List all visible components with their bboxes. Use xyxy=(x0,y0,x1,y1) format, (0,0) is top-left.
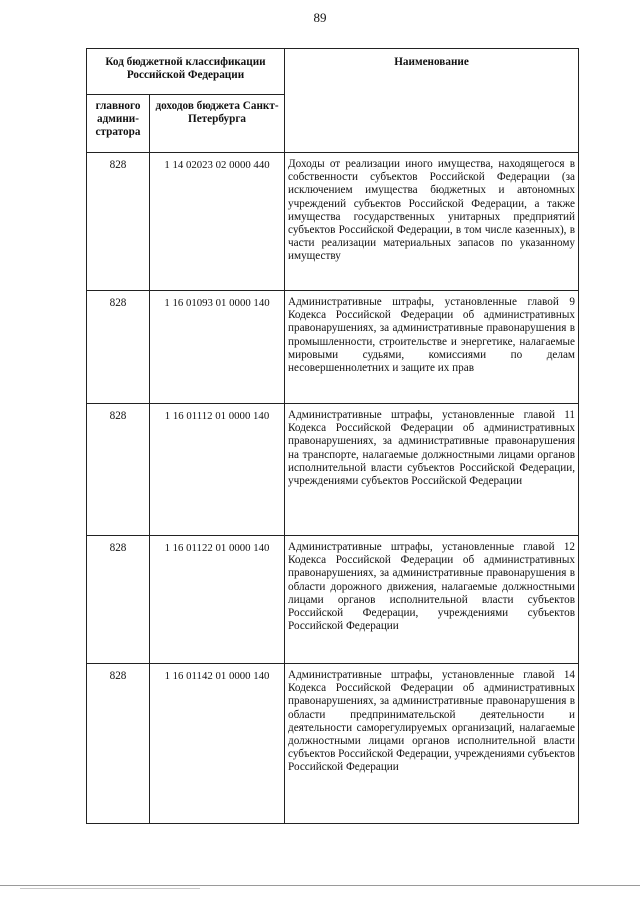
cell-admin-code: 828 xyxy=(87,664,150,824)
cell-revenue-code: 1 16 01122 01 0000 140 xyxy=(150,536,285,664)
cell-revenue-name: Административные штрафы, установленные главой 14 Кодекса Российской Федерации об административных правонарушениях, за административные правонарушения в области предпринимательской деятельности и деятельности саморегулируемых организаций, налагаемые должностными лицами органов исполнительной власти субъектов Российской Федерации, учреждениями субъектов Российской Федерации xyxy=(285,664,579,824)
cell-revenue-code: 1 14 02023 02 0000 440 xyxy=(150,153,285,291)
header-classification-code: Код бюджетной классификации Российской Федерации xyxy=(87,49,285,95)
cell-admin-code: 828 xyxy=(87,153,150,291)
cell-admin-code: 828 xyxy=(87,291,150,404)
header-chief-administrator: главного админи-стратора xyxy=(87,95,150,153)
table-row xyxy=(87,291,579,404)
cell-revenue-code: 1 16 01093 01 0000 140 xyxy=(150,291,285,404)
table-row xyxy=(87,664,579,824)
cell-revenue-name: Административные штрафы, установленные главой 9 Кодекса Российской Федерации об административных правонарушениях, за административные правонарушения в промышленности, строительстве и энергетике, налагаемые мировыми судьями, комиссиями по делам несовершеннолетних и защите их прав xyxy=(285,291,579,404)
cell-revenue-name: Административные штрафы, установленные главой 12 Кодекса Российской Федерации об административных правонарушениях, за административные правонарушения в области дорожного движения, налагаемые должностными лицами органов исполнительной власти субъектов Российской Федерации, учреждениями субъектов Российской Федерации xyxy=(285,536,579,664)
cell-revenue-name: Доходы от реализации иного имущества, находящегося в собственности субъектов Российской Федерации (за исключением имущества бюджетных и автономных учреждений субъектов Российской Федерации, а также имущества государственных унитарных предприятий субъектов Российской Федерации, в том числе казенных), в части реализации материальных запасов по указанному имуществу xyxy=(285,153,579,291)
cell-revenue-code: 1 16 01112 01 0000 140 xyxy=(150,404,285,536)
cell-admin-code: 828 xyxy=(87,536,150,664)
table-row xyxy=(87,404,579,536)
budget-classification-table xyxy=(86,48,579,824)
table-body xyxy=(87,153,579,824)
cell-revenue-name: Административные штрафы, установленные главой 11 Кодекса Российской Федерации об административных правонарушениях, за административные правонарушения на транспорте, налагаемые должностными лицами органов исполнительной власти субъектов Российской Федерации, учреждениями субъектов Российской Федерации xyxy=(285,404,579,536)
page-number: 89 xyxy=(313,10,327,25)
header-name: Наименование xyxy=(285,49,579,153)
page-bottom-rule xyxy=(0,885,640,886)
table-row xyxy=(87,536,579,664)
page-bottom-rule-short xyxy=(20,888,200,889)
cell-revenue-code: 1 16 01142 01 0000 140 xyxy=(150,664,285,824)
table-row xyxy=(87,153,579,291)
table-header xyxy=(87,49,579,153)
header-budget-revenue: доходов бюджета Санкт-Петербурга xyxy=(150,95,285,153)
cell-admin-code: 828 xyxy=(87,404,150,536)
